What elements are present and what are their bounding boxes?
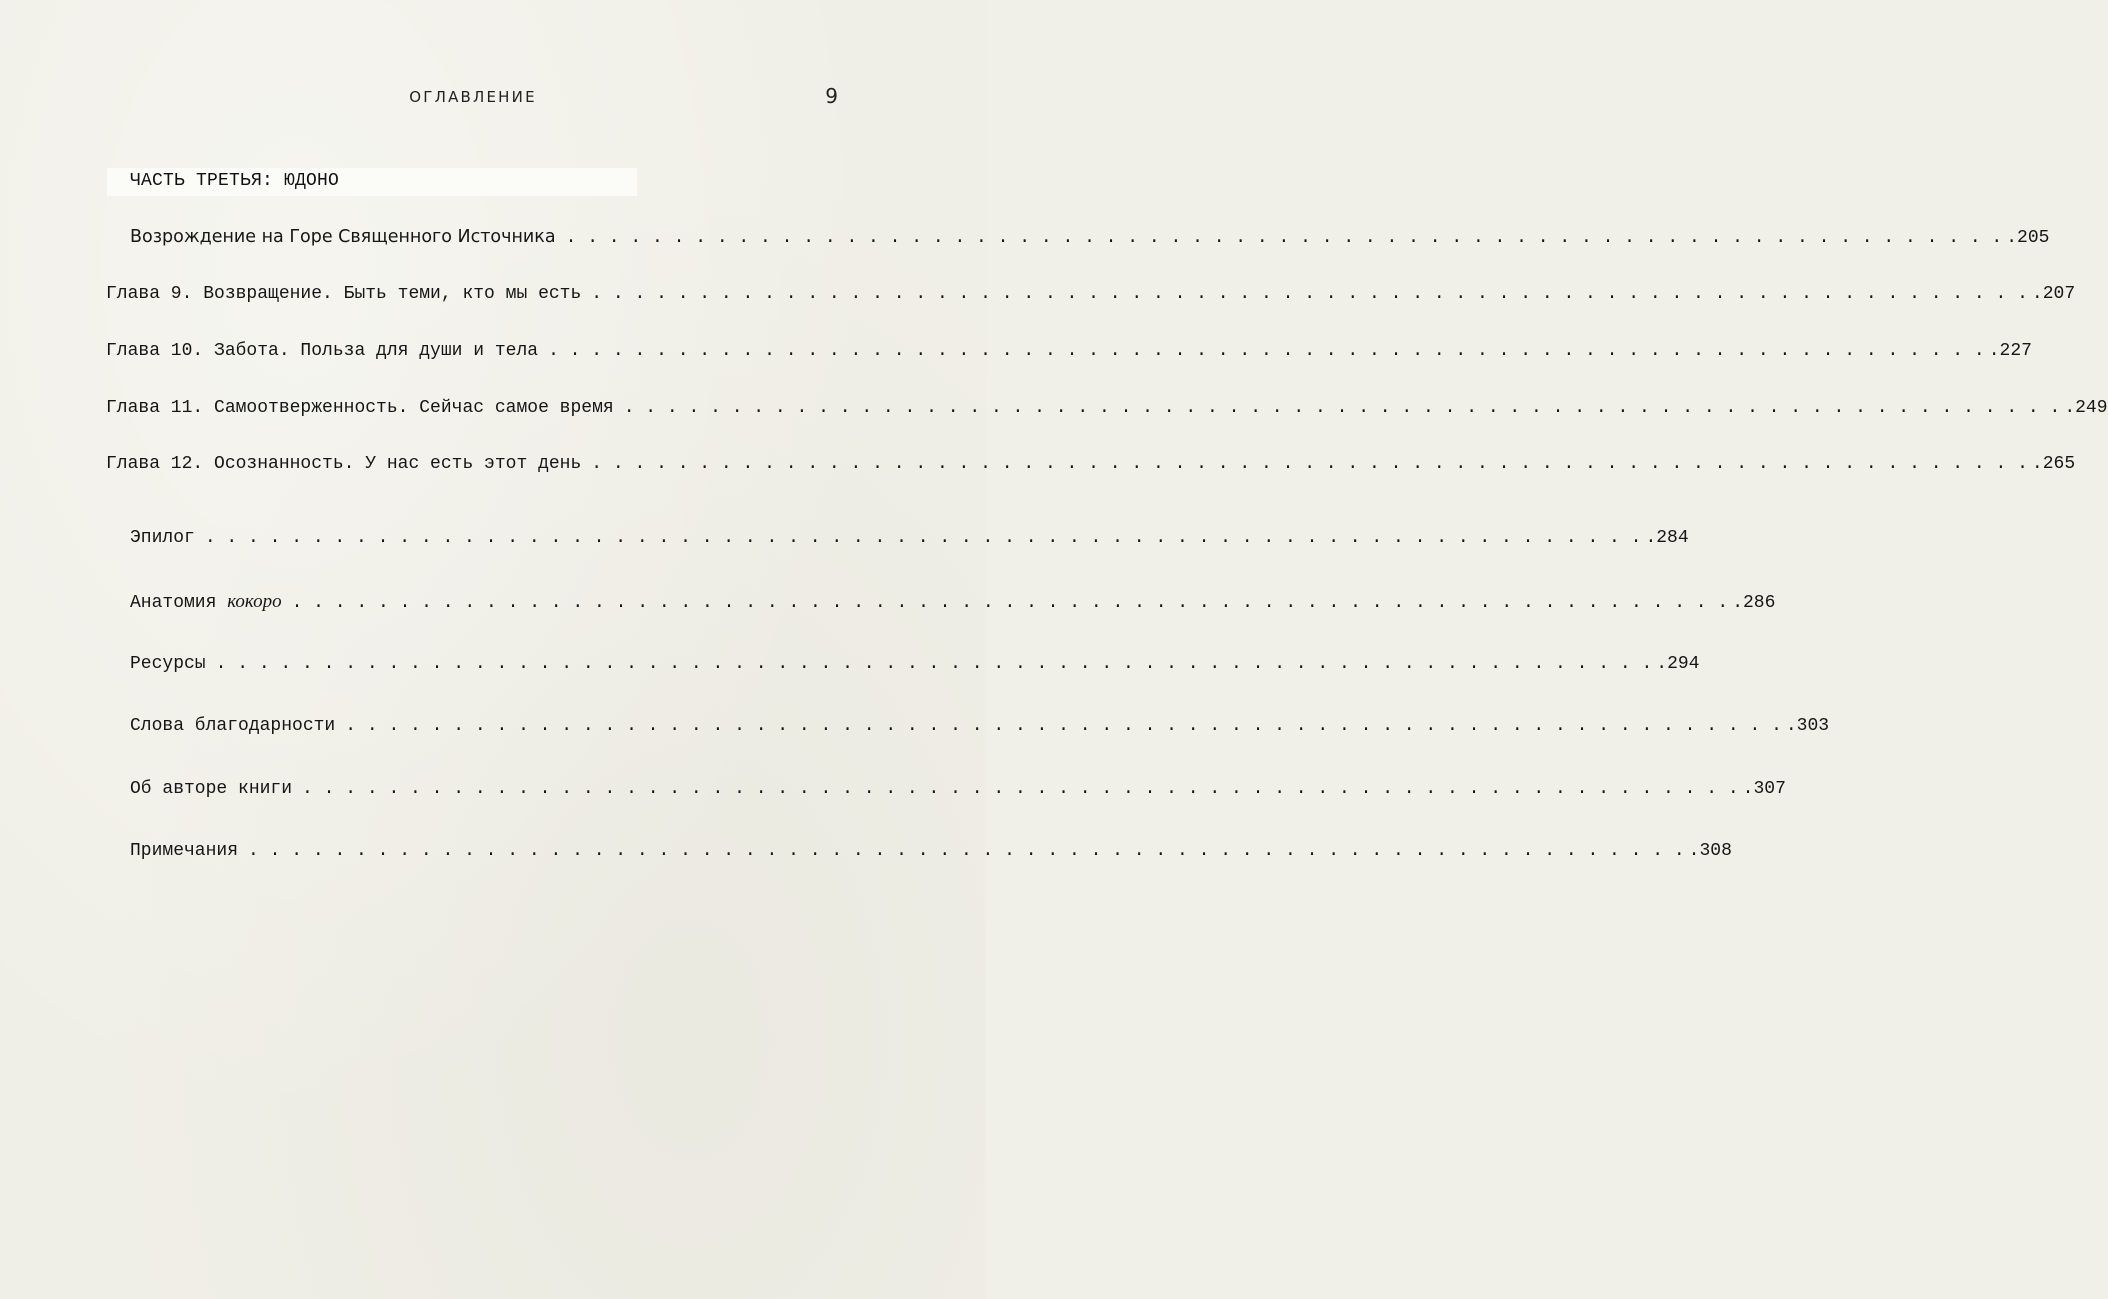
toc-leader-dots: . . . . . . . . . . . . . . . . . . . . . . . . . . . . . . . . . . . . . . . . . . . . . . . . . . . . . . . . . . . . . . . . . . . xyxy=(623,398,2061,418)
toc-leader-dots: . . . . . . . . . . . . . . . . . . . . . . . . . . . . . . . . . . . . . . . . . . . . . . . . . . . . . . . . . . . . . . . . . . . xyxy=(204,528,1642,548)
toc-entry-title: Глава 12. Осознанность. У нас есть этот день xyxy=(106,454,582,474)
page-number: 9 xyxy=(825,84,838,108)
toc-leader-dots: . . . . . . . . . . . . . . . . . . . . . . . . . . . . . . . . . . . . . . . . . . . . . . . . . . . . . . . . . . . . . . . . . . . xyxy=(591,454,2028,474)
toc-leader-dots: . . . . . . . . . . . . . . . . . . . . . . . . . . . . . . . . . . . . . . . . . . . . . . . . . . . . . . . . . . . . . . . . . . . xyxy=(302,779,1739,799)
running-title: ОГЛАВЛЕНИЕ xyxy=(409,88,537,106)
toc-entry-title: Слова благодарности xyxy=(130,716,336,736)
toc-entry-title: Глава 9. Возвращение. Быть теми, кто мы есть xyxy=(106,284,582,304)
toc-entry-page: .207 xyxy=(2031,284,2076,304)
toc-leader-dots: . . . . . . . . . . . . . . . . . . . . . . . . . . . . . . . . . . . . . . . . . . . . . . . . . . . . . . . . . . . . . . . . . . . xyxy=(345,716,1782,736)
toc-leader-dots: . . . . . . . . . . . . . . . . . . . . . . . . . . . . . . . . . . . . . . . . . . . . . . . . . . . . . . . . . . . . . . . . . . . xyxy=(565,228,2003,248)
toc-entry xyxy=(106,398,2108,424)
toc-entry-title xyxy=(130,591,282,613)
toc-entry-title: Эпилог xyxy=(130,528,195,548)
toc-entry xyxy=(130,528,1689,554)
toc-entry-page: .303 xyxy=(1785,716,1830,736)
toc-entry-page: .205 xyxy=(2006,228,2050,248)
toc-entry xyxy=(130,654,1700,680)
toc-entry-title: Ресурсы xyxy=(130,654,206,674)
toc-entry-page: .294 xyxy=(1656,654,1700,674)
toc-entry xyxy=(130,841,1732,867)
toc-entry-title-italic: кокоро xyxy=(227,591,282,612)
part-heading xyxy=(107,168,637,196)
toc-entry-title: Об авторе книги xyxy=(130,779,293,799)
toc-leader-dots: . . . . . . . . . . . . . . . . . . . . . . . . . . . . . . . . . . . . . . . . . . . . . . . . . . . . . . . . . . . . . . . . . . . xyxy=(291,593,1729,613)
toc-entry xyxy=(130,591,1776,617)
toc-entry-title: Глава 11. Самоотверженность. Сейчас самое время xyxy=(106,398,614,418)
toc-entry-page: .249 xyxy=(2064,398,2108,418)
toc-entry xyxy=(130,227,2050,253)
toc-entry xyxy=(106,341,2032,367)
toc-entry-page: .265 xyxy=(2031,454,2076,474)
toc-entry xyxy=(130,779,1786,805)
toc-entry-page: .284 xyxy=(1645,528,1689,548)
toc-entry-page: .227 xyxy=(1988,341,2032,361)
toc-entry xyxy=(106,284,2076,310)
toc-entry-page: .286 xyxy=(1732,593,1776,613)
toc-entry xyxy=(130,716,1830,742)
toc-entry xyxy=(106,454,2076,480)
toc-leader-dots: . . . . . . . . . . . . . . . . . . . . . . . . . . . . . . . . . . . . . . . . . . . . . . . . . . . . . . . . . . . . . . . . . . . xyxy=(591,284,2028,304)
toc-leader-dots: . . . . . . . . . . . . . . . . . . . . . . . . . . . . . . . . . . . . . . . . . . . . . . . . . . . . . . . . . . . . . . . . . . . xyxy=(215,654,1653,674)
part-heading-text: ЧАСТЬ ТРЕТЬЯ: ЮДОНО xyxy=(130,171,340,191)
toc-entry-page: .307 xyxy=(1742,779,1786,799)
toc-entry-title-prefix: Анатомия xyxy=(130,593,217,613)
toc-entry-title: Примечания xyxy=(130,841,239,861)
toc-leader-dots: . . . . . . . . . . . . . . . . . . . . . . . . . . . . . . . . . . . . . . . . . . . . . . . . . . . . . . . . . . . . . . . . . . . xyxy=(248,841,1685,861)
toc-entry-title: Возрождение на Горе Священного Источника xyxy=(130,227,556,247)
toc-leader-dots: . . . . . . . . . . . . . . . . . . . . . . . . . . . . . . . . . . . . . . . . . . . . . . . . . . . . . . . . . . . . . . . . . . . xyxy=(548,341,1985,361)
toc-entry-title: Глава 10. Забота. Польза для души и тела xyxy=(106,341,539,361)
toc-entry-page: .308 xyxy=(1688,841,1732,861)
